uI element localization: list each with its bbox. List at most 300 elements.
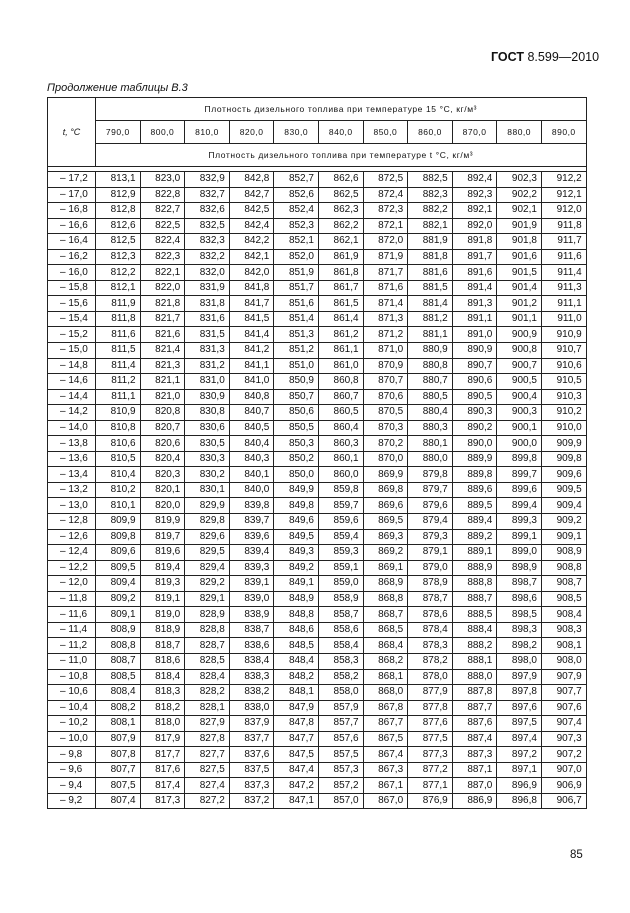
density-cell: 891,4: [452, 280, 497, 296]
temperature-cell: – 11,8: [48, 591, 96, 607]
density-cell: 819,7: [140, 529, 185, 545]
density-cell: 861,4: [318, 311, 363, 327]
density-cell: 868,7: [363, 607, 408, 623]
density-cell: 870,5: [363, 405, 408, 421]
density-cell: 879,1: [408, 545, 453, 561]
density-cell: 910,2: [541, 405, 586, 421]
density-cell: 829,1: [185, 591, 230, 607]
density-cell: 828,9: [185, 607, 230, 623]
temperature-cell: – 12,6: [48, 529, 96, 545]
density-cell: 900,8: [497, 343, 542, 359]
table-row: [48, 234, 587, 250]
density-cell: 869,6: [363, 498, 408, 514]
temperature-cell: – 11,6: [48, 607, 96, 623]
table-row: [48, 498, 587, 514]
density-cell: 869,2: [363, 545, 408, 561]
density-cell: 868,8: [363, 591, 408, 607]
density-cell: 879,3: [408, 529, 453, 545]
density-cell: 817,7: [140, 747, 185, 763]
density-cell: 851,2: [274, 343, 319, 359]
density-cell: 809,9: [96, 514, 141, 530]
density-cell: 881,5: [408, 280, 453, 296]
density-cell: 808,4: [96, 685, 141, 701]
density-cell: 877,2: [408, 762, 453, 778]
density-cell: 837,9: [229, 716, 274, 732]
density-cell: 880,0: [408, 451, 453, 467]
density-cell: 821,4: [140, 343, 185, 359]
density-cell: 879,6: [408, 498, 453, 514]
density-cell: 859,3: [318, 545, 363, 561]
density-cell: 818,9: [140, 622, 185, 638]
density-cell: 901,4: [497, 280, 542, 296]
density-cell: 907,2: [541, 747, 586, 763]
density-cell: 828,8: [185, 622, 230, 638]
density-cell: 891,8: [452, 234, 497, 250]
density-cell: 892,3: [452, 187, 497, 203]
density-cell: 890,6: [452, 374, 497, 390]
density-cell: 827,7: [185, 747, 230, 763]
density-cell: 820,8: [140, 405, 185, 421]
density-cell: 841,1: [229, 358, 274, 374]
density-cell: 847,7: [274, 731, 319, 747]
density-cell: 880,1: [408, 436, 453, 452]
density-cell: 898,3: [497, 622, 542, 638]
density-cell: 862,1: [318, 234, 363, 250]
density-cell: 831,0: [185, 374, 230, 390]
temperature-cell: – 14,0: [48, 420, 96, 436]
density-cell: 850,3: [274, 436, 319, 452]
density-cell: 848,4: [274, 653, 319, 669]
density-cell: 898,0: [497, 653, 542, 669]
density-cell: 818,3: [140, 685, 185, 701]
density-cell: 811,1: [96, 389, 141, 405]
density-cell: 891,3: [452, 296, 497, 312]
table-row: [48, 296, 587, 312]
table-row: [48, 653, 587, 669]
temperature-cell: – 14,4: [48, 389, 96, 405]
table-row: [48, 389, 587, 405]
density-cell: 888,4: [452, 622, 497, 638]
density-cell: 808,7: [96, 653, 141, 669]
density-cell: 838,7: [229, 622, 274, 638]
density-cell: 808,5: [96, 669, 141, 685]
density-cell: 830,5: [185, 436, 230, 452]
density-cell: 837,3: [229, 778, 274, 794]
density-cell: 807,7: [96, 762, 141, 778]
density-cell: 850,0: [274, 467, 319, 483]
temperature-cell: – 15,0: [48, 343, 96, 359]
density-cell: 821,3: [140, 358, 185, 374]
density-cell: 870,2: [363, 436, 408, 452]
density-cell: 868,2: [363, 653, 408, 669]
density-cell: 877,9: [408, 685, 453, 701]
density-cell: 841,2: [229, 343, 274, 359]
density-cell: 848,2: [274, 669, 319, 685]
table-caption: Продолжение таблицы В.3: [47, 82, 188, 94]
density-cell: 841,7: [229, 296, 274, 312]
table-row: [48, 591, 587, 607]
density-cell: 829,8: [185, 514, 230, 530]
density-cell: 908,5: [541, 591, 586, 607]
density-cell: 898,2: [497, 638, 542, 654]
density-cell: 889,9: [452, 451, 497, 467]
density-cell: 888,2: [452, 638, 497, 654]
density-cell: 819,1: [140, 591, 185, 607]
density-cell: 832,6: [185, 203, 230, 219]
density-cell: 831,3: [185, 343, 230, 359]
density-cell: 862,6: [318, 172, 363, 188]
density-cell: 878,9: [408, 576, 453, 592]
density-cell: 911,7: [541, 234, 586, 250]
density-cell: 858,4: [318, 638, 363, 654]
density-cell: 849,3: [274, 545, 319, 561]
density-cell: 820,4: [140, 451, 185, 467]
density-cell: 860,4: [318, 420, 363, 436]
density-cell: 872,1: [363, 218, 408, 234]
density-cell: 911,6: [541, 249, 586, 265]
density-cell: 878,4: [408, 622, 453, 638]
density15-value: 850,0: [363, 121, 408, 144]
density-cell: 849,6: [274, 514, 319, 530]
density-cell: 867,0: [363, 793, 408, 809]
density-cell: 857,0: [318, 793, 363, 809]
table-row: [48, 607, 587, 623]
density-cell: 876,9: [408, 793, 453, 809]
density-cell: 912,2: [541, 172, 586, 188]
table-row: [48, 405, 587, 421]
density-cell: 842,5: [229, 203, 274, 219]
density-cell: 830,6: [185, 420, 230, 436]
density-cell: 848,9: [274, 591, 319, 607]
density-cell: 850,2: [274, 451, 319, 467]
density-cell: 831,8: [185, 296, 230, 312]
density-cell: 820,1: [140, 482, 185, 498]
density-cell: 861,8: [318, 265, 363, 281]
density-cell: 896,9: [497, 778, 542, 794]
density-cell: 857,7: [318, 716, 363, 732]
density-cell: 870,9: [363, 358, 408, 374]
density-cell: 861,5: [318, 296, 363, 312]
density-cell: 897,6: [497, 700, 542, 716]
density-cell: 879,8: [408, 467, 453, 483]
density-cell: 897,5: [497, 716, 542, 732]
density-cell: 830,9: [185, 389, 230, 405]
density-cell: 892,4: [452, 172, 497, 188]
density-cell: 837,6: [229, 747, 274, 763]
density-cell: 871,4: [363, 296, 408, 312]
density-cell: 880,3: [408, 420, 453, 436]
density-cell: 901,9: [497, 218, 542, 234]
density-cell: 851,0: [274, 358, 319, 374]
density-cell: 900,4: [497, 389, 542, 405]
density-cell: 810,9: [96, 405, 141, 421]
density15-value: 820,0: [229, 121, 274, 144]
density-cell: 840,4: [229, 436, 274, 452]
density-cell: 859,1: [318, 560, 363, 576]
temperature-cell: – 13,4: [48, 467, 96, 483]
density-cell: 898,6: [497, 591, 542, 607]
density-cell: 828,5: [185, 653, 230, 669]
temperature-cell: – 9,2: [48, 793, 96, 809]
density-cell: 911,4: [541, 265, 586, 281]
density-cell: 850,5: [274, 420, 319, 436]
density-cell: 840,5: [229, 420, 274, 436]
temperature-cell: – 16,6: [48, 218, 96, 234]
density-cell: 810,8: [96, 420, 141, 436]
density-cell: 818,6: [140, 653, 185, 669]
density-cell: 910,6: [541, 358, 586, 374]
density-cell: 868,5: [363, 622, 408, 638]
density-cell: 869,3: [363, 529, 408, 545]
density-cell: 829,6: [185, 529, 230, 545]
density-cell: 812,9: [96, 187, 141, 203]
density-cell: 841,4: [229, 327, 274, 343]
density15-value: 810,0: [185, 121, 230, 144]
density-cell: 871,0: [363, 343, 408, 359]
density-cell: 838,2: [229, 685, 274, 701]
temperature-cell: – 10,6: [48, 685, 96, 701]
temperature-cell: – 12,0: [48, 576, 96, 592]
table-row: [48, 793, 587, 809]
temperature-cell: – 14,6: [48, 374, 96, 390]
density-cell: 910,9: [541, 327, 586, 343]
density-cell: 878,0: [408, 669, 453, 685]
density-cell: 889,1: [452, 545, 497, 561]
density-cell: 878,2: [408, 653, 453, 669]
density-cell: 911,1: [541, 296, 586, 312]
density-cell: 812,8: [96, 203, 141, 219]
density-cell: 898,7: [497, 576, 542, 592]
table-row: [48, 685, 587, 701]
density-cell: 838,3: [229, 669, 274, 685]
density-cell: 808,2: [96, 700, 141, 716]
density-cell: 899,8: [497, 451, 542, 467]
density-cell: 891,7: [452, 249, 497, 265]
density-cell: 871,2: [363, 327, 408, 343]
density-cell: 862,5: [318, 187, 363, 203]
density-cell: 837,5: [229, 762, 274, 778]
temperature-cell: – 9,6: [48, 762, 96, 778]
density-cell: 878,3: [408, 638, 453, 654]
density-cell: 818,4: [140, 669, 185, 685]
density-cell: 888,1: [452, 653, 497, 669]
density-cell: 867,8: [363, 700, 408, 716]
density-cell: 822,3: [140, 249, 185, 265]
density-cell: 887,3: [452, 747, 497, 763]
density-cell: 882,2: [408, 203, 453, 219]
density-cell: 887,7: [452, 700, 497, 716]
density-cell: 888,5: [452, 607, 497, 623]
density-cell: 868,4: [363, 638, 408, 654]
density15-value: 880,0: [497, 121, 542, 144]
density-cell: 829,9: [185, 498, 230, 514]
density-cell: 810,6: [96, 436, 141, 452]
standard-number: 8.599—2010: [527, 50, 600, 64]
density-cell: 850,7: [274, 389, 319, 405]
density-cell: 860,7: [318, 389, 363, 405]
density15-value: 790,0: [96, 121, 141, 144]
density-cell: 841,8: [229, 280, 274, 296]
density-cell: 896,8: [497, 793, 542, 809]
density-cell: 818,7: [140, 638, 185, 654]
density15-values-row: [48, 121, 587, 144]
density-cell: 867,1: [363, 778, 408, 794]
density15-value: 890,0: [541, 121, 586, 144]
density-cell: 839,3: [229, 560, 274, 576]
density-cell: 890,5: [452, 389, 497, 405]
density-cell: 822,8: [140, 187, 185, 203]
density-cell: 818,0: [140, 716, 185, 732]
density-cell: 879,4: [408, 514, 453, 530]
density-cell: 859,4: [318, 529, 363, 545]
density-cell: 909,2: [541, 514, 586, 530]
density-cell: 857,5: [318, 747, 363, 763]
density-cell: 860,1: [318, 451, 363, 467]
density-cell: 809,4: [96, 576, 141, 592]
temperature-cell: – 9,4: [48, 778, 96, 794]
temperature-cell: – 11,0: [48, 653, 96, 669]
density-cell: 847,4: [274, 762, 319, 778]
density-cell: 832,5: [185, 218, 230, 234]
density-cell: 829,4: [185, 560, 230, 576]
density-cell: 838,9: [229, 607, 274, 623]
density-cell: 848,5: [274, 638, 319, 654]
density-cell: 839,0: [229, 591, 274, 607]
density-cell: 812,3: [96, 249, 141, 265]
density-cell: 861,1: [318, 343, 363, 359]
density-cell: 860,5: [318, 405, 363, 421]
header-row-t: [48, 144, 587, 167]
density-cell: 877,1: [408, 778, 453, 794]
density-cell: 842,4: [229, 218, 274, 234]
density-cell: 810,4: [96, 467, 141, 483]
density-cell: 882,1: [408, 218, 453, 234]
density-cell: 809,1: [96, 607, 141, 623]
density-cell: 859,6: [318, 514, 363, 530]
density-cell: 912,1: [541, 187, 586, 203]
density-cell: 817,4: [140, 778, 185, 794]
density-cell: 821,1: [140, 374, 185, 390]
density-cell: 860,8: [318, 374, 363, 390]
density-cell: 849,5: [274, 529, 319, 545]
table-row: [48, 669, 587, 685]
density-cell: 888,9: [452, 560, 497, 576]
table-row: [48, 545, 587, 561]
density-cell: 829,5: [185, 545, 230, 561]
density-cell: 892,0: [452, 218, 497, 234]
density-cell: 872,4: [363, 187, 408, 203]
density-cell: 887,8: [452, 685, 497, 701]
density-cell: 809,5: [96, 560, 141, 576]
density-cell: 867,4: [363, 747, 408, 763]
standard-designation: [491, 50, 599, 64]
density-cell: 892,1: [452, 203, 497, 219]
density-cell: 899,1: [497, 529, 542, 545]
density-cell: 831,2: [185, 358, 230, 374]
density-cell: 867,3: [363, 762, 408, 778]
density-cell: 842,2: [229, 234, 274, 250]
density-cell: 819,3: [140, 576, 185, 592]
density-cell: 811,2: [96, 374, 141, 390]
density-cell: 827,9: [185, 716, 230, 732]
density-cell: 872,3: [363, 203, 408, 219]
density-cell: 889,8: [452, 467, 497, 483]
density-cell: 902,1: [497, 203, 542, 219]
density-cell: 899,7: [497, 467, 542, 483]
density-cell: 811,6: [96, 327, 141, 343]
density-cell: 897,1: [497, 762, 542, 778]
density-cell: 870,6: [363, 389, 408, 405]
density-cell: 882,5: [408, 172, 453, 188]
density-cell: 898,9: [497, 560, 542, 576]
temperature-cell: – 17,0: [48, 187, 96, 203]
density-cell: 813,1: [96, 172, 141, 188]
density-cell: 828,4: [185, 669, 230, 685]
density-cell: 841,5: [229, 311, 274, 327]
temperature-cell: – 13,2: [48, 482, 96, 498]
density-cell: 822,4: [140, 234, 185, 250]
density-cell: 840,1: [229, 467, 274, 483]
temperature-cell: – 14,2: [48, 405, 96, 421]
density-cell: 852,0: [274, 249, 319, 265]
temperature-cell: – 12,8: [48, 514, 96, 530]
density-cell: 869,5: [363, 514, 408, 530]
density-cell: 889,2: [452, 529, 497, 545]
density15-value: 860,0: [408, 121, 453, 144]
table-row: [48, 529, 587, 545]
density-cell: 901,1: [497, 311, 542, 327]
table-row: [48, 420, 587, 436]
density-cell: 827,5: [185, 762, 230, 778]
density-cell: 851,6: [274, 296, 319, 312]
density-cell: 882,3: [408, 187, 453, 203]
density-cell: 857,2: [318, 778, 363, 794]
density-cell: 907,6: [541, 700, 586, 716]
density-cell: 869,9: [363, 467, 408, 483]
density-cell: 841,0: [229, 374, 274, 390]
density-cell: 880,4: [408, 405, 453, 421]
density-cell: 890,2: [452, 420, 497, 436]
density-cell: 851,4: [274, 311, 319, 327]
density-cell: 888,8: [452, 576, 497, 592]
density-cell: 897,9: [497, 669, 542, 685]
density-cell: 831,9: [185, 280, 230, 296]
density-cell: 830,8: [185, 405, 230, 421]
table-row: [48, 374, 587, 390]
table-row: [48, 249, 587, 265]
page-number: 85: [570, 849, 583, 861]
density-cell: 849,1: [274, 576, 319, 592]
density-cell: 838,6: [229, 638, 274, 654]
density-cell: 839,8: [229, 498, 274, 514]
density-cell: 809,6: [96, 545, 141, 561]
table-row: [48, 203, 587, 219]
density-cell: 848,1: [274, 685, 319, 701]
density-cell: 831,5: [185, 327, 230, 343]
density-cell: 832,9: [185, 172, 230, 188]
density-cell: 858,6: [318, 622, 363, 638]
density-cell: 832,0: [185, 265, 230, 281]
temperature-cell: – 11,4: [48, 622, 96, 638]
density-cell: 819,9: [140, 514, 185, 530]
density-cell: 817,9: [140, 731, 185, 747]
density-cell: 897,4: [497, 731, 542, 747]
density-cell: 822,1: [140, 265, 185, 281]
density-cell: 908,7: [541, 576, 586, 592]
density-cell: 839,1: [229, 576, 274, 592]
density15-value: 830,0: [274, 121, 319, 144]
density-cell: 848,6: [274, 622, 319, 638]
